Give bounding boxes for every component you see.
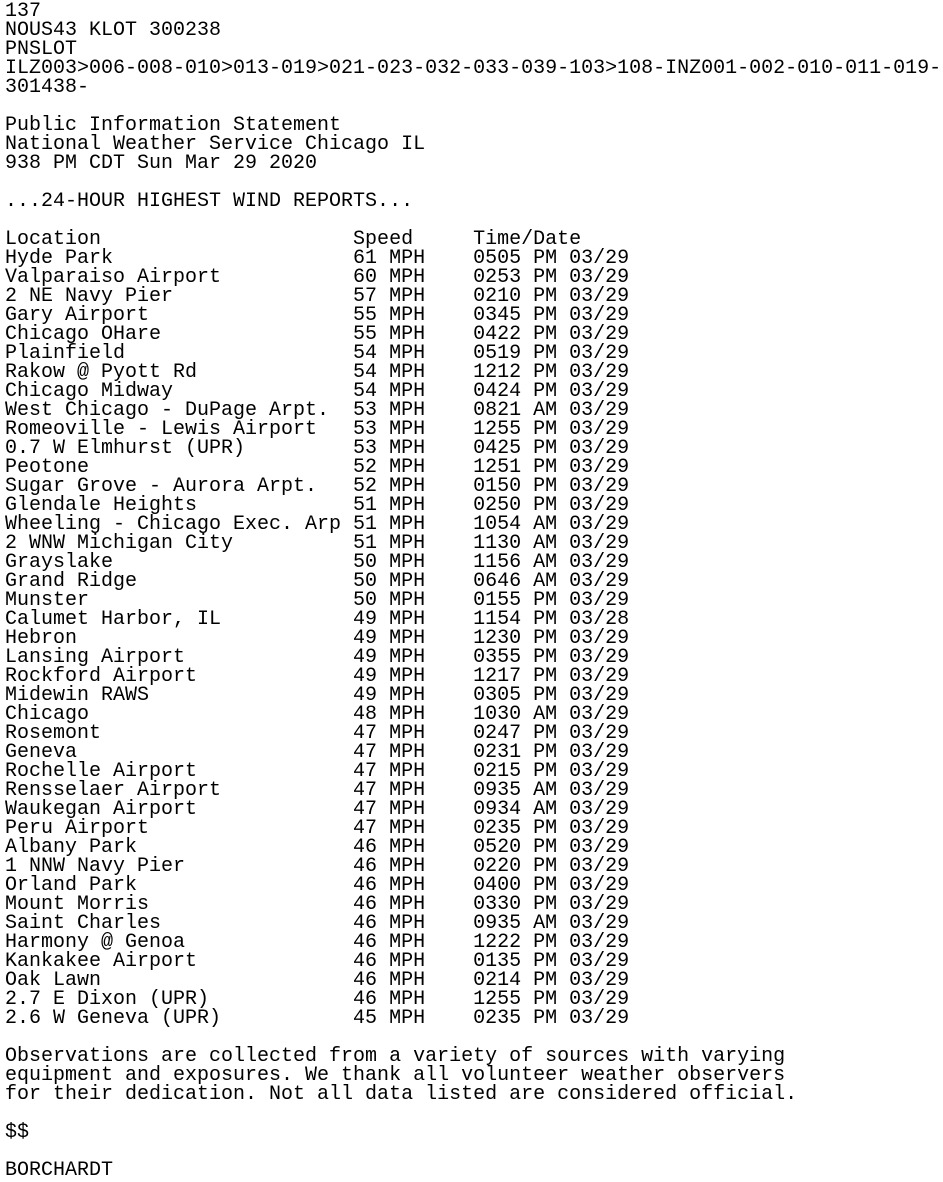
table-row: Rockford Airport 49 MPH 1217 PM 03/29 xyxy=(5,665,630,688)
product-terminator: $$ xyxy=(5,1121,30,1144)
product-number: 137 xyxy=(5,0,42,23)
table-row: Lansing Airport 49 MPH 0355 PM 03/29 xyxy=(5,646,630,669)
table-row: Gary Airport 55 MPH 0345 PM 03/29 xyxy=(5,304,630,327)
issuing-office: National Weather Service Chicago IL xyxy=(5,133,426,156)
table-row: Hyde Park 61 MPH 0505 PM 03/29 xyxy=(5,247,630,270)
ugc-zones: ILZ003>006-008-010>013-019>021-023-032-033-039-103>108-INZ001-002-010-011-019- xyxy=(5,57,942,80)
table-row: 2 WNW Michigan City 51 MPH 1130 AM 03/29 xyxy=(5,532,630,555)
product-title: Public Information Statement xyxy=(5,114,342,137)
table-row: Plainfield 54 MPH 0519 PM 03/29 xyxy=(5,342,630,365)
ugc-expiration: 301438- xyxy=(5,76,90,99)
table-row: Midewin RAWS 49 MPH 0305 PM 03/29 xyxy=(5,684,630,707)
table-row: Calumet Harbor, IL 49 MPH 1154 PM 03/28 xyxy=(5,608,630,631)
table-row: Romeoville - Lewis Airport 53 MPH 1255 PM 03/29 xyxy=(5,418,630,441)
footer-note-line: Observations are collected from a variety of sources with varying xyxy=(5,1045,786,1068)
author-signature: BORCHARDT xyxy=(5,1159,114,1182)
table-row: Orland Park 46 MPH 0400 PM 03/29 xyxy=(5,874,630,897)
table-row: Wheeling - Chicago Exec. Arp 51 MPH 1054 AM 03/29 xyxy=(5,513,630,536)
table-row: Chicago 48 MPH 1030 AM 03/29 xyxy=(5,703,630,726)
table-row: Kankakee Airport 46 MPH 0135 PM 03/29 xyxy=(5,950,630,973)
table-row: Harmony @ Genoa 46 MPH 1222 PM 03/29 xyxy=(5,931,630,954)
table-row: Sugar Grove - Aurora Arpt. 52 MPH 0150 PM 03/29 xyxy=(5,475,630,498)
table-row: West Chicago - DuPage Arpt. 53 MPH 0821 AM 03/29 xyxy=(5,399,630,422)
awips-id: PNSLOT xyxy=(5,38,78,61)
table-row: Rosemont 47 MPH 0247 PM 03/29 xyxy=(5,722,630,745)
table-row: Chicago Midway 54 MPH 0424 PM 03/29 xyxy=(5,380,630,403)
table-row: Rensselaer Airport 47 MPH 0935 AM 03/29 xyxy=(5,779,630,802)
table-row: 2.7 E Dixon (UPR) 46 MPH 1255 PM 03/29 xyxy=(5,988,630,1011)
footer-note-line: for their dedication. Not all data listed are considered official. xyxy=(5,1083,798,1106)
table-row: Grayslake 50 MPH 1156 AM 03/29 xyxy=(5,551,630,574)
table-row: Waukegan Airport 47 MPH 0934 AM 03/29 xyxy=(5,798,630,821)
table-row: Glendale Heights 51 MPH 0250 PM 03/29 xyxy=(5,494,630,517)
table-row: Saint Charles 46 MPH 0935 AM 03/29 xyxy=(5,912,630,935)
wmo-header: NOUS43 KLOT 300238 xyxy=(5,19,222,42)
table-row: Albany Park 46 MPH 0520 PM 03/29 xyxy=(5,836,630,859)
table-row: Peotone 52 MPH 1251 PM 03/29 xyxy=(5,456,630,479)
table-row: Peru Airport 47 MPH 0235 PM 03/29 xyxy=(5,817,630,840)
issuance-time: 938 PM CDT Sun Mar 29 2020 xyxy=(5,152,318,175)
table-row: Valparaiso Airport 60 MPH 0253 PM 03/29 xyxy=(5,266,630,289)
table-row: 2.6 W Geneva (UPR) 45 MPH 0235 PM 03/29 xyxy=(5,1007,630,1030)
table-row: Chicago OHare 55 MPH 0422 PM 03/29 xyxy=(5,323,630,346)
wind-report-table xyxy=(5,249,943,1028)
table-row: 1 NNW Navy Pier 46 MPH 0220 PM 03/29 xyxy=(5,855,630,878)
table-row: Oak Lawn 46 MPH 0214 PM 03/29 xyxy=(5,969,630,992)
table-row: Grand Ridge 50 MPH 0646 AM 03/29 xyxy=(5,570,630,593)
table-row: Rakow @ Pyott Rd 54 MPH 1212 PM 03/29 xyxy=(5,361,630,384)
table-row: Munster 50 MPH 0155 PM 03/29 xyxy=(5,589,630,612)
blank-line xyxy=(5,1104,943,1123)
table-row: Rochelle Airport 47 MPH 0215 PM 03/29 xyxy=(5,760,630,783)
table-row: Hebron 49 MPH 1230 PM 03/29 xyxy=(5,627,630,650)
table-row: Mount Morris 46 MPH 0330 PM 03/29 xyxy=(5,893,630,916)
footer-note-line: equipment and exposures. We thank all volunteer weather observers xyxy=(5,1064,786,1087)
table-row: 2 NE Navy Pier 57 MPH 0210 PM 03/29 xyxy=(5,285,630,308)
table-header: Location Speed Time/Date xyxy=(5,228,582,251)
section-heading: ...24-HOUR HIGHEST WIND REPORTS... xyxy=(5,190,414,213)
table-row: 0.7 W Elmhurst (UPR) 53 MPH 0425 PM 03/29 xyxy=(5,437,630,460)
blank-line xyxy=(5,1142,943,1161)
table-row: Geneva 47 MPH 0231 PM 03/29 xyxy=(5,741,630,764)
